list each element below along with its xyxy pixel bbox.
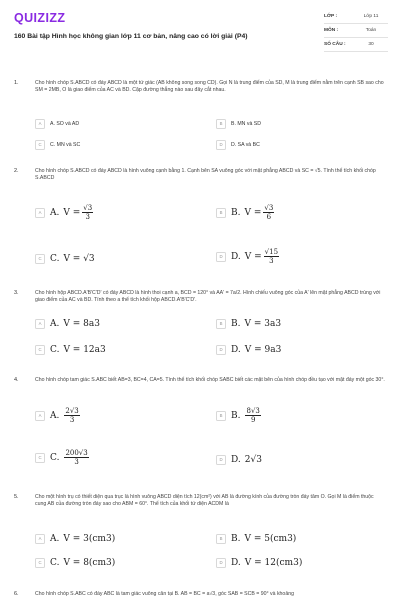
option-label: D. [231, 251, 241, 262]
fraction [264, 248, 279, 265]
option-letter: B [216, 319, 226, 329]
denominator: 3 [69, 416, 75, 424]
denominator: 6 [266, 213, 272, 221]
option-c[interactable] [35, 140, 80, 150]
option-math: V = 12a [63, 345, 101, 355]
option-label: C. [50, 254, 60, 264]
option-math: V = 3a [244, 319, 276, 329]
option-c[interactable] [35, 449, 89, 466]
option-letter: B [216, 208, 226, 218]
meta-key: MÔN : [324, 28, 339, 33]
numerator: 2√3 [65, 407, 79, 415]
option-text: D. SA và BC [231, 142, 260, 148]
exponent: 3 [293, 558, 299, 568]
option-label: C. [50, 452, 60, 463]
question-text: Cho hình chóp S.ABCD có đáy ABCD là một tứ giác (AB không song song CD). Gọi N là trung điểm của SD, M là trung điểm nằm trên cạnh SB sao cho SM = 2MB, O là giao điểm của AC và BD. Cặp đường thẳng nào sau đây cắt nhau. [35, 80, 384, 94]
option-math: V = 12(cm [244, 558, 294, 568]
option-a[interactable] [35, 407, 80, 424]
denominator: 9 [250, 416, 256, 424]
exponent: 3 [100, 345, 106, 355]
option-math: V = 8(cm [63, 558, 107, 568]
option-letter: B [216, 534, 226, 544]
option-letter: D [216, 455, 226, 465]
option-label: A. [50, 319, 60, 329]
option-math: V = 9a [244, 345, 276, 355]
option-math-close: ) [111, 534, 116, 544]
option-b[interactable] [216, 407, 261, 424]
option-a[interactable] [35, 204, 93, 221]
option-label: B. [231, 319, 241, 329]
option-math: V = √3 [63, 254, 95, 264]
question-text: Cho hình chóp S.ABC có đáy ABC là tam giác vuông cân tại B. AB = BC = a√3, góc SAB = SCB = 90° và khoảng [35, 591, 294, 597]
option-text: C. MN và SC [50, 142, 81, 148]
question-number: 6. [14, 591, 19, 597]
question-text: Cho hình chóp S.ABCD có đáy ABCD là hình vuông cạnh bằng 1. Cạnh bên SA vuông góc với mặt phẳng ABCD và SC = √5. Tính thể tích khối chóp S.ABCD [35, 168, 376, 182]
option-letter: C [35, 254, 45, 264]
option-math: V = 8a [63, 319, 95, 329]
option-label: D. [231, 455, 241, 465]
meta-row-count [324, 38, 388, 52]
option-d[interactable] [216, 345, 281, 355]
option-b[interactable] [216, 319, 281, 329]
denominator: 3 [269, 257, 274, 265]
option-letter: A [35, 534, 45, 544]
denominator: 3 [85, 213, 90, 221]
option-math: V = 5(cm [244, 534, 288, 544]
option-d[interactable] [216, 248, 279, 265]
option-text: A. SO và AD [50, 121, 80, 127]
fraction [245, 407, 260, 424]
option-letter: D [216, 140, 226, 150]
option-label: C. [50, 558, 60, 568]
option-letter: A [35, 319, 45, 329]
numerator: 8√3 [246, 407, 260, 415]
option-label: C. [50, 345, 60, 355]
numerator: √15 [264, 248, 279, 256]
question-text: Cho hình hộp ABCD.A'B'C'D' có đáy ABCD là hình thoi cạnh a, BCD = 120° và AA' = 7a/2. Hình chiếu vuông góc của A' lên mặt phẳng ABCD trùng với giao điểm của AC và BD. Tính theo a thể tích khối hộp ABCD.A'B'C'D'. [35, 290, 381, 304]
meta-value: Toán [365, 28, 377, 33]
question-number: 5. [14, 494, 19, 500]
option-math-close: ) [298, 558, 303, 568]
numerator: √3 [83, 204, 93, 212]
fraction [263, 204, 274, 221]
option-d[interactable] [216, 140, 260, 150]
meta-table [324, 10, 388, 52]
option-letter: D [216, 252, 226, 262]
option-letter: B [216, 411, 226, 421]
option-b[interactable] [216, 204, 274, 221]
option-label: A. [50, 410, 60, 421]
option-c[interactable] [35, 345, 106, 355]
meta-value: 30 [368, 42, 374, 47]
option-text: B. MN và SD [231, 121, 261, 127]
option-a[interactable] [35, 319, 100, 329]
exponent: 3 [275, 319, 282, 329]
option-label: D. [231, 558, 241, 568]
option-letter: C [35, 558, 45, 568]
meta-value: Lớp 11 [363, 14, 379, 19]
meta-key: SỐ CÂU : [324, 42, 346, 47]
option-label: B. [231, 534, 241, 544]
option-letter: C [35, 453, 45, 463]
fraction [82, 204, 93, 221]
option-d[interactable] [216, 455, 262, 465]
option-letter: C [35, 140, 45, 150]
option-b[interactable] [216, 119, 261, 129]
document-title: 160 Bài tập Hình học không gian lớp 11 cơ bản, nâng cao có lời giải (P4) [14, 33, 248, 40]
option-math-close: ) [292, 534, 297, 544]
option-math-close: ) [111, 558, 116, 568]
option-c[interactable] [35, 558, 115, 568]
question-number: 3. [14, 290, 19, 296]
question-text: Cho một hình trụ có thiết diện qua trục là hình vuông ABCD diện tích 12(cm²) với AB là đường kính của đường tròn đáy tâm O. Gọi M là điểm thuộc cung AB của đường tròn đáy sao cho ABM = 60°. Thể tích của khối tứ diện ACDM là [35, 494, 374, 508]
fraction [64, 449, 88, 466]
exponent: 3 [287, 534, 293, 544]
option-letter: C [35, 345, 45, 355]
option-label: A. [50, 534, 60, 544]
option-b[interactable] [216, 534, 296, 544]
option-letter: B [216, 119, 226, 129]
option-letter: D [216, 558, 226, 568]
question-number: 2. [14, 168, 19, 174]
document-header [0, 0, 400, 62]
meta-row-subject [324, 24, 388, 38]
option-letter: A [35, 411, 45, 421]
option-label: A. [50, 207, 60, 218]
question-number: 1. [14, 80, 19, 86]
denominator: 3 [74, 458, 79, 466]
question-number: 4. [14, 377, 19, 383]
quizizz-logo: QUIZIZZ [14, 11, 66, 25]
option-label: D. [231, 345, 241, 355]
meta-row-class [324, 10, 388, 24]
option-a[interactable] [35, 119, 79, 129]
exponent: 3 [105, 534, 112, 544]
option-letter: A [35, 119, 45, 129]
option-d[interactable] [216, 558, 302, 568]
numerator: 200√3 [65, 449, 88, 457]
question-text: Cho hình chóp tam giác S.ABC biết AB=3, BC=4, CA=5. Tính thể tích khối chóp SABC biết các mặt bên của hình chóp đều tạo với mặt đáy một góc 30°. [35, 377, 385, 383]
option-label: B. [231, 207, 241, 218]
option-math: V = [63, 207, 81, 218]
option-math: V = 3(cm [63, 534, 106, 544]
option-letter: D [216, 345, 226, 355]
option-math: 2√3 [244, 455, 262, 465]
exponent: 3 [275, 345, 282, 355]
option-a[interactable] [35, 534, 115, 544]
numerator: √3 [264, 204, 274, 212]
option-c[interactable] [35, 254, 95, 264]
fraction [64, 407, 79, 424]
option-letter: A [35, 208, 45, 218]
option-math: V = [244, 251, 262, 262]
option-math: V = [244, 207, 262, 218]
option-label: B. [231, 410, 241, 421]
meta-key: LỚP : [324, 14, 338, 19]
exponent: 3 [94, 319, 100, 329]
exponent: 3 [106, 558, 112, 568]
